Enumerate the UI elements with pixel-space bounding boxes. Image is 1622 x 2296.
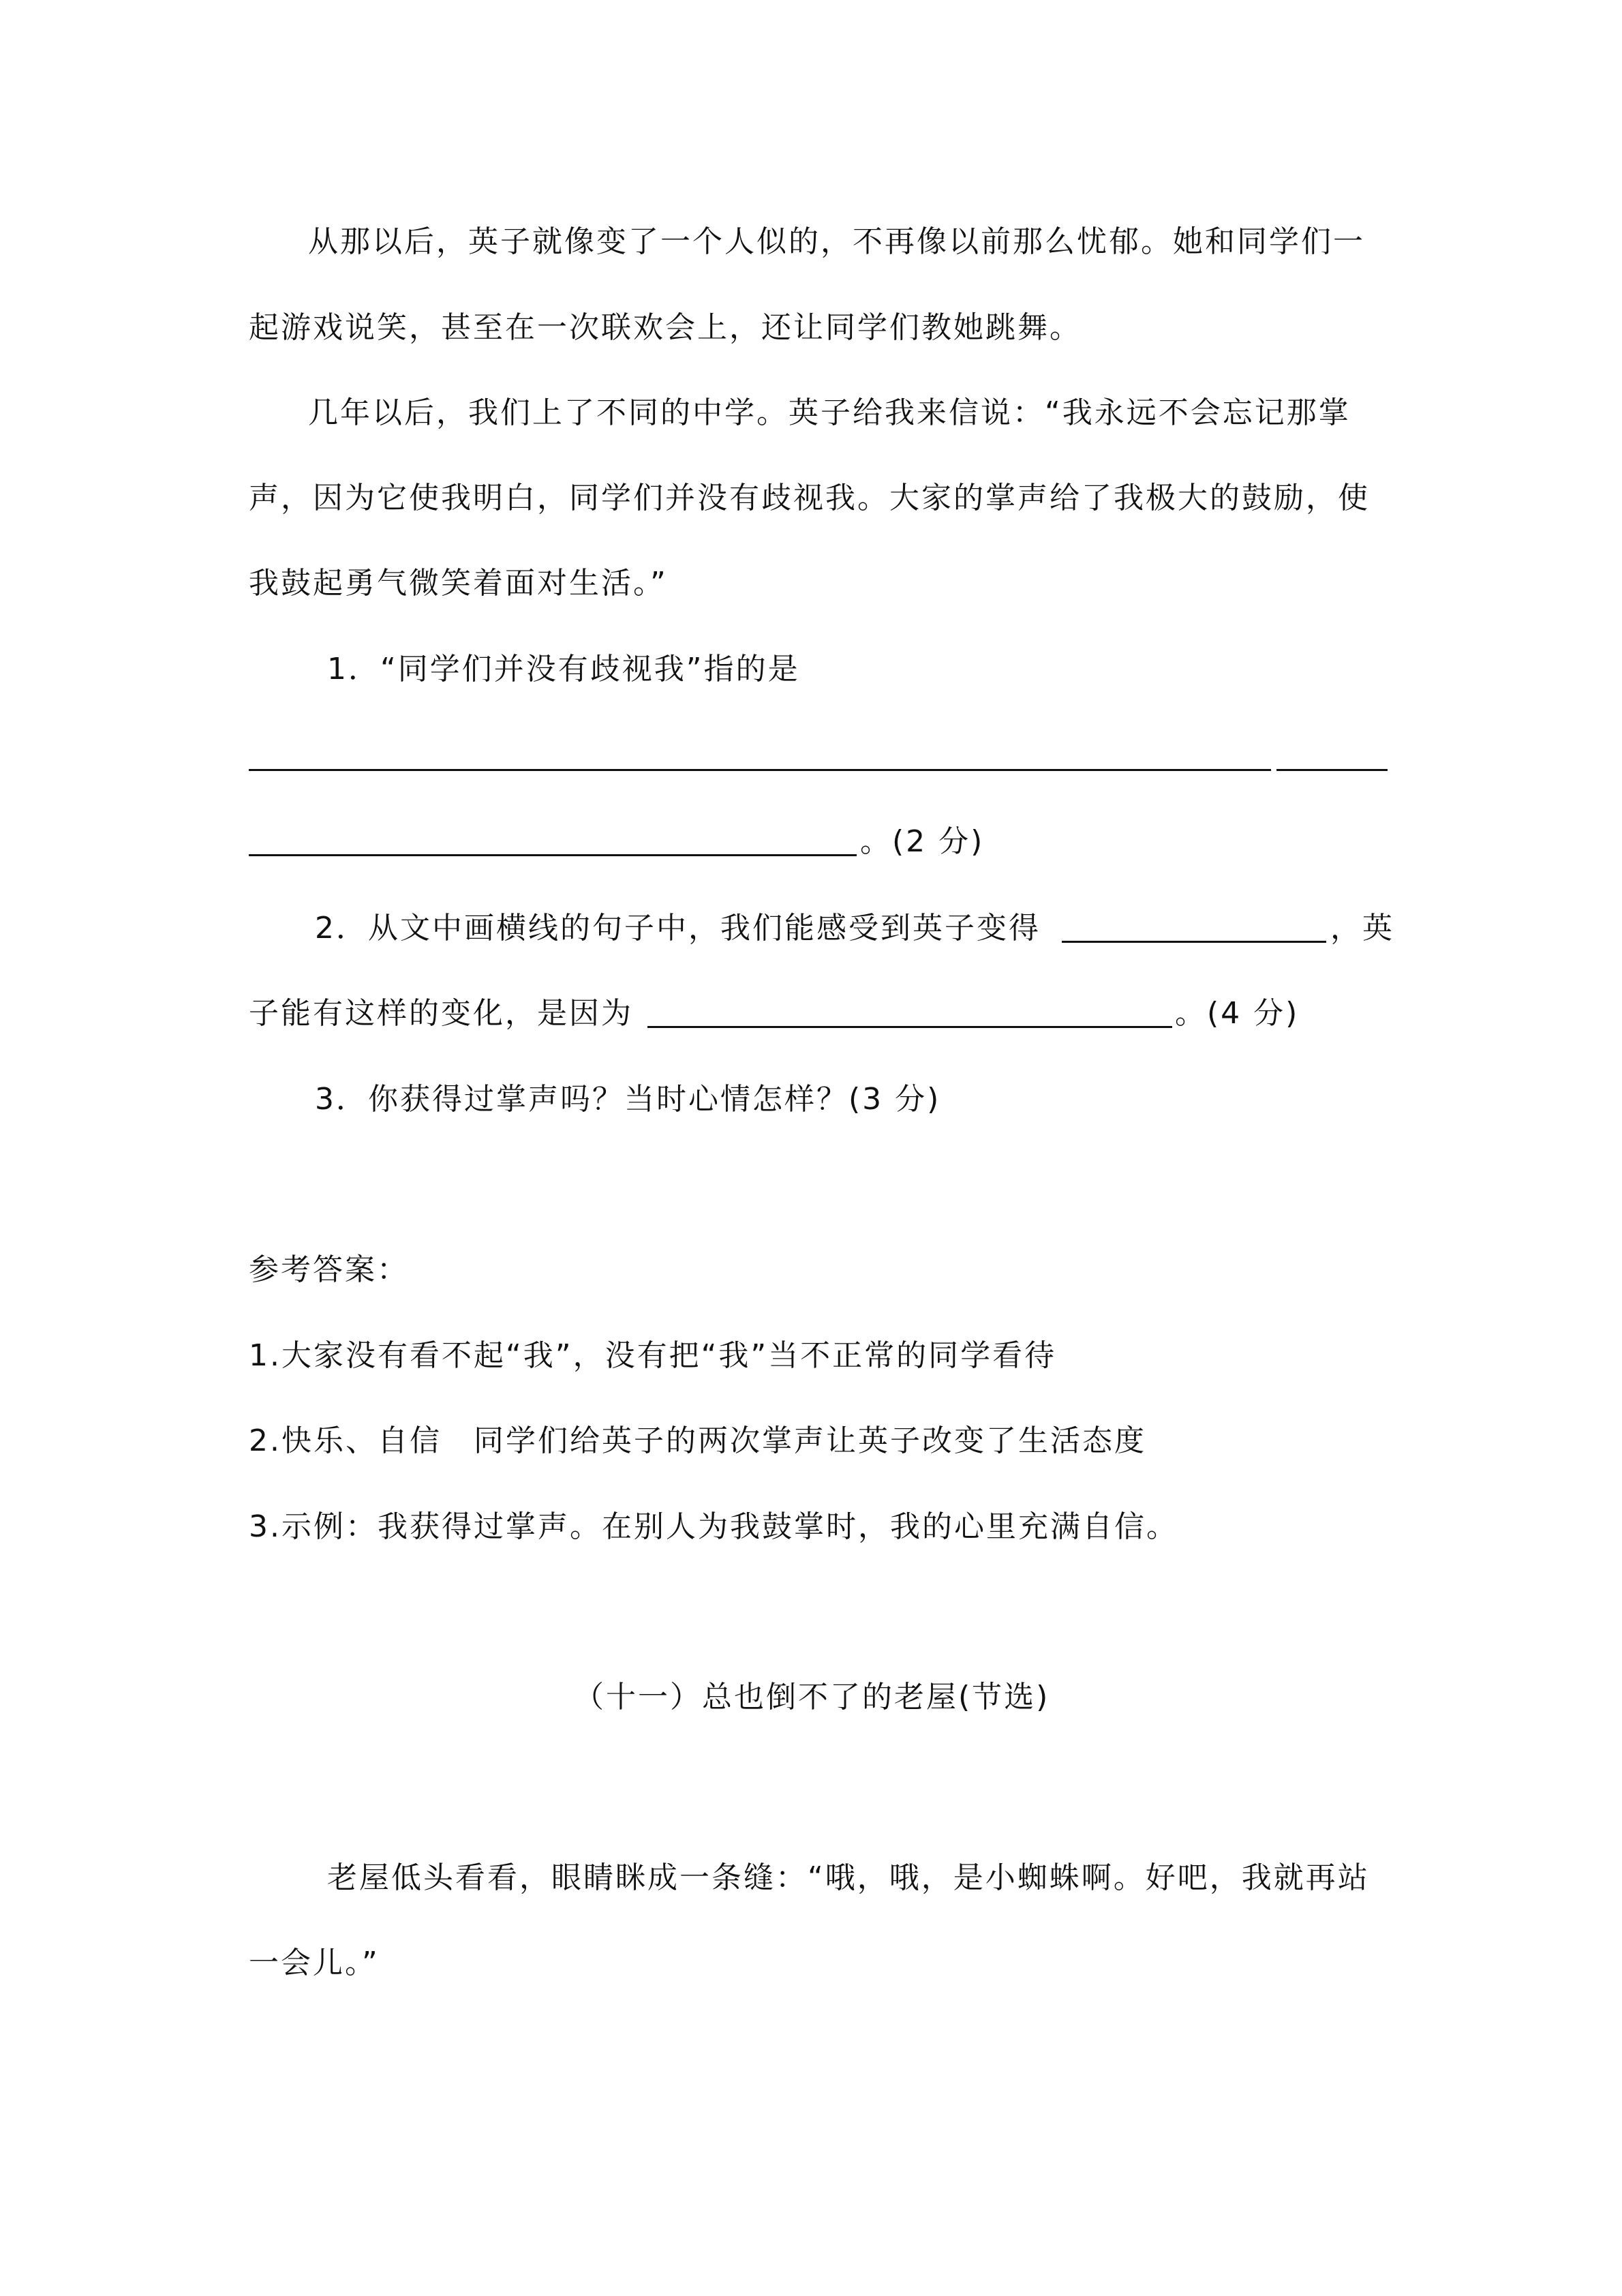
answer-3: 3.示例：我获得过掌声。在别人为我鼓掌时，我的心里充满自信。 bbox=[249, 1509, 1178, 1544]
passage-paragraph-1-line-1: 从那以后，英子就像变了一个人似的，不再像以前那么忧郁。她和同学们一 bbox=[308, 224, 1365, 259]
answer-2: 2.快乐、自信 同学们给英子的两次掌声让英子改变了生活态度 bbox=[249, 1423, 1146, 1458]
question-1-score: 。(2 分) bbox=[860, 824, 985, 859]
answer-1: 1.大家没有看不起“我”，没有把“我”当不正常的同学看待 bbox=[249, 1338, 1057, 1373]
passage-paragraph-1-line-2: 起游戏说笑，甚至在一次联欢会上，还让同学们教她跳舞。 bbox=[249, 310, 1082, 345]
question-2-text-continued: 子能有这样的变化，是因为 bbox=[249, 996, 633, 1031]
section-passage-line-1: 老屋低头看看，眼睛眯成一条缝：“哦，哦，是小蜘蛛啊。好吧，我就再站 bbox=[327, 1860, 1370, 1895]
section-title: （十一）总也倒不了的老屋(节选) bbox=[574, 1680, 1050, 1715]
question-1-answer-blank-1[interactable] bbox=[249, 769, 1271, 771]
question-3-text: 3．你获得过掌声吗？当时心情怎样？(3 分) bbox=[315, 1082, 941, 1117]
passage-paragraph-2-line-2: 声，因为它使我明白，同学们并没有歧视我。大家的掌声给了我极大的鼓励，使 bbox=[249, 481, 1370, 515]
question-2-text: 2．从文中画横线的句子中，我们能感受到英子变得 bbox=[315, 911, 1041, 946]
passage-paragraph-2-line-3: 我鼓起勇气微笑着面对生活。” bbox=[249, 566, 668, 601]
question-2-comma: ，英 bbox=[1330, 911, 1394, 946]
question-1-answer-blank-2[interactable] bbox=[1276, 769, 1388, 771]
question-2-answer-blank-1[interactable] bbox=[1062, 941, 1326, 943]
passage-paragraph-2-line-1: 几年以后，我们上了不同的中学。英子给我来信说：“我永远不会忘记那掌 bbox=[308, 395, 1351, 430]
question-1-text: 1．“同学们并没有歧视我”指的是 bbox=[327, 652, 800, 686]
question-2-score: 。(4 分) bbox=[1175, 996, 1300, 1031]
question-2-answer-blank-2[interactable] bbox=[647, 1026, 1172, 1028]
section-passage-line-2: 一会儿。” bbox=[249, 1946, 380, 1980]
answers-heading: 参考答案： bbox=[249, 1252, 409, 1287]
question-1-answer-blank-3[interactable] bbox=[249, 854, 857, 856]
